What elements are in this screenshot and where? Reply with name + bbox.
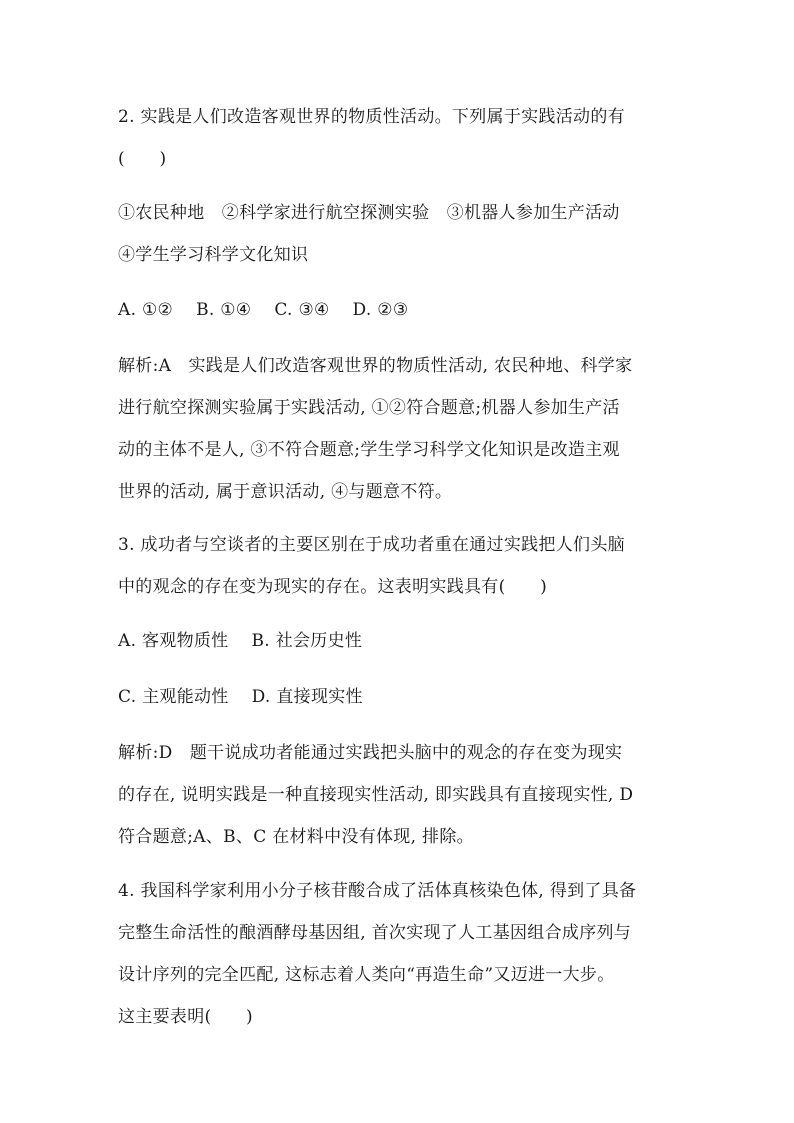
question-2-options	[118, 289, 678, 331]
question-3-options-cd	[118, 676, 678, 718]
question-3-options-line: A. 客观物质性 B. 社会历史性	[118, 631, 363, 651]
question-3-analysis-line: 解析:D 题干说成功者能通过实践把头脑中的观念的存在变为现实	[118, 743, 623, 763]
question-3-stem-line: 3. 成功者与空谈者的主要区别在于成功者重在通过实践把人们头脑	[118, 535, 625, 555]
question-2-item-line: ①农民种地 ②科学家进行航空探测实验 ③机器人参加生产活动	[118, 203, 620, 223]
question-2-stem-line: ( )	[118, 149, 167, 169]
question-2-analysis	[118, 345, 678, 513]
question-4-stem-line: 这主要表明( )	[118, 1007, 253, 1027]
question-2-items	[118, 192, 678, 276]
question-3-options-ab	[118, 620, 678, 662]
question-4-stem-line: 完整生命活性的酿酒酵母基因组, 首次实现了人工基因组合成序列与	[118, 923, 632, 943]
question-2-stem-line: 2. 实践是人们改造客观世界的物质性活动。下列属于实践活动的有	[118, 107, 625, 127]
question-3-stem-line: 中的观念的存在变为现实的存在。这表明实践具有( )	[118, 577, 548, 597]
question-3-stem	[118, 524, 678, 608]
question-2-stem	[118, 96, 678, 180]
question-4-stem	[118, 870, 678, 1038]
question-3-analysis-line: 的存在, 说明实践是一种直接现实性活动, 即实践具有直接现实性, D	[118, 785, 634, 805]
question-3-analysis	[118, 732, 678, 858]
question-2-analysis-line: 动的主体不是人, ③不符合题意;学生学习科学文化知识是改造主观	[118, 440, 620, 460]
question-3-options-line: C. 主观能动性 D. 直接现实性	[118, 687, 363, 707]
question-2-analysis-line: 世界的活动, 属于意识活动, ④与题意不符。	[118, 482, 453, 502]
question-3-analysis-line: 符合题意;A、B、C 在材料中没有体现, 排除。	[118, 827, 474, 847]
question-4-stem-line: 4. 我国科学家利用小分子核苷酸合成了活体真核染色体, 得到了具备	[118, 881, 637, 901]
question-2-analysis-line: 解析:A 实践是人们改造客观世界的物质性活动, 农民种地、科学家	[118, 356, 633, 376]
question-2-analysis-line: 进行航空探测实验属于实践活动, ①②符合题意;机器人参加生产活	[118, 398, 620, 418]
question-2-options-line: A. ①② B. ①④ C. ③④ D. ②③	[118, 300, 409, 320]
question-4-stem-line: 设计序列的完全匹配, 这标志着人类向“再造生命”又迈进一大步。	[118, 965, 615, 985]
question-2-item-line: ④学生学习科学文化知识	[118, 245, 309, 265]
